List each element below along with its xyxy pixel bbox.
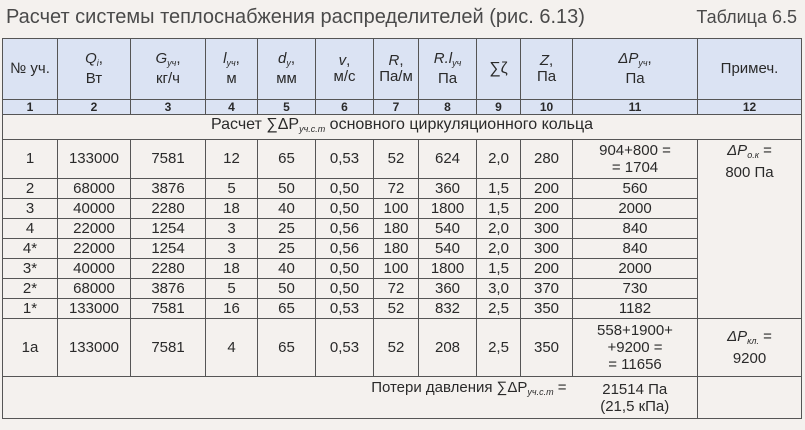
header-local-loss: Z, Па [521,39,573,100]
cell-diameter: 25 [258,219,316,239]
col-number: 3 [131,100,206,115]
cell-flow-rate: 3876 [131,279,206,299]
cell-velocity: 0,56 [316,239,374,259]
cell-pressure-loss: 840 [573,239,698,259]
cell-velocity: 0,53 [316,319,374,377]
header-friction-loss: $R.l_{уч}$ Па [419,39,477,100]
cell-heat-load: 133000 [58,140,131,179]
cell-velocity: 0,50 [316,279,374,299]
col-number: 5 [258,100,316,115]
cell-section: 3 [3,199,58,219]
cell-heat-load: 22000 [58,239,131,259]
col-number: 1 [3,100,58,115]
cell-section: 1 [3,140,58,179]
table-row [3,319,802,377]
cell-local-resistance: 2,5 [477,319,521,377]
cell-heat-load: 68000 [58,279,131,299]
header-heat-load: $Q_i$, Вт [58,39,131,100]
header-velocity: v, м/с [316,39,374,100]
document-title: Расчет системы теплоснабжения распределителей (рис. 6.13) [6,6,585,28]
cell-diameter: 65 [258,140,316,179]
cell-flow-rate: 2280 [131,199,206,219]
header-note: Примеч. [698,39,802,100]
table-row [3,179,802,199]
cell-diameter: 40 [258,199,316,219]
cell-friction-loss: 360 [419,279,477,299]
header-length: $l_{уч}$, м [206,39,258,100]
cell-velocity: 0,50 [316,259,374,279]
cell-local-loss: 200 [521,259,573,279]
cell-note: $\Delta P_{о.к}$ = 800 Па [698,140,802,319]
table-row [3,279,802,299]
cell-pressure-loss: 730 [573,279,698,299]
header-specific-loss: R, Па/м [374,39,419,100]
cell-specific-loss: 52 [374,299,419,319]
cell-heat-load: 22000 [58,219,131,239]
section-heading: Расчет $\sum\Delta P_{уч.с.т}$ основного циркуляционного кольца [3,115,802,140]
cell-length: 5 [206,279,258,299]
cell-velocity: 0,53 [316,140,374,179]
col-number: 2 [58,100,131,115]
cell-heat-load: 40000 [58,199,131,219]
cell-flow-rate: 3876 [131,179,206,199]
cell-velocity: 0,50 [316,199,374,219]
cell-specific-loss: 72 [374,279,419,299]
cell-heat-load: 133000 [58,299,131,319]
cell-friction-loss: 360 [419,179,477,199]
cell-friction-loss: 832 [419,299,477,319]
table-row [3,199,802,219]
table-row [3,299,802,319]
col-number: 12 [698,100,802,115]
column-number-row [3,100,802,115]
cell-friction-loss: 540 [419,239,477,259]
cell-diameter: 50 [258,279,316,299]
cell-note: $\Delta P_{кл.}$ = 9200 [698,319,802,377]
cell-heat-load: 68000 [58,179,131,199]
cell-diameter: 40 [258,259,316,279]
calculation-table [2,38,802,419]
cell-local-resistance: 2,5 [477,299,521,319]
cell-local-resistance: 1,5 [477,179,521,199]
cell-local-resistance: 2,0 [477,219,521,239]
col-number: 9 [477,100,521,115]
cell-diameter: 50 [258,179,316,199]
cell-pressure-loss: 904+800 = = 1704 [573,140,698,179]
cell-length: 5 [206,179,258,199]
cell-flow-rate: 7581 [131,319,206,377]
cell-local-loss: 350 [521,299,573,319]
cell-velocity: 0,56 [316,219,374,239]
cell-section: 1а [3,319,58,377]
cell-length: 3 [206,239,258,259]
header-pressure-loss: $\Delta P_{уч}$, Па [573,39,698,100]
cell-local-loss: 300 [521,239,573,259]
cell-heat-load: 40000 [58,259,131,279]
cell-pressure-loss: 2000 [573,259,698,279]
header-diameter: $d_у$, мм [258,39,316,100]
cell-flow-rate: 7581 [131,140,206,179]
table-row [3,140,802,179]
cell-local-resistance: 1,5 [477,199,521,219]
cell-section: 4 [3,219,58,239]
col-number: 11 [573,100,698,115]
table-label: Таблица 6.5 [696,7,797,27]
table-row [3,239,802,259]
cell-pressure-loss: 2000 [573,199,698,219]
cell-length: 18 [206,199,258,219]
col-number: 6 [316,100,374,115]
cell-specific-loss: 180 [374,219,419,239]
cell-velocity: 0,53 [316,299,374,319]
section-heading-row [3,115,802,140]
cell-heat-load: 133000 [58,319,131,377]
cell-section: 1* [3,299,58,319]
cell-section: 3* [3,259,58,279]
header-flow-rate: $G_{уч}$, кг/ч [131,39,206,100]
cell-section: 2 [3,179,58,199]
cell-specific-loss: 52 [374,319,419,377]
cell-pressure-loss: 558+1900+ +9200 = = 11656 [573,319,698,377]
table-row [3,219,802,239]
cell-length: 16 [206,299,258,319]
cell-section: 2* [3,279,58,299]
cell-specific-loss: 72 [374,179,419,199]
total-label: Потери давления $\sum\Delta P_{уч.с.т}$ = [3,377,573,419]
cell-velocity: 0,50 [316,179,374,199]
total-row [3,377,802,419]
cell-local-loss: 300 [521,219,573,239]
total-value: 21514 Па (21,5 кПа) [573,377,698,419]
cell-local-loss: 350 [521,319,573,377]
cell-local-loss: 280 [521,140,573,179]
cell-section: 4* [3,239,58,259]
cell-length: 3 [206,219,258,239]
cell-friction-loss: 1800 [419,259,477,279]
cell-local-resistance: 2,0 [477,239,521,259]
cell-local-loss: 370 [521,279,573,299]
table-row [3,259,802,279]
cell-pressure-loss: 1182 [573,299,698,319]
cell-friction-loss: 1800 [419,199,477,219]
cell-specific-loss: 100 [374,199,419,219]
col-number: 10 [521,100,573,115]
col-number: 8 [419,100,477,115]
header-section-number: № уч. [3,39,58,100]
cell-friction-loss: 208 [419,319,477,377]
cell-local-resistance: 1,5 [477,259,521,279]
cell-flow-rate: 1254 [131,239,206,259]
cell-specific-loss: 180 [374,239,419,259]
cell-local-resistance: 2,0 [477,140,521,179]
header-local-resistance-sum: ∑ζ [477,39,521,100]
cell-diameter: 65 [258,319,316,377]
cell-local-resistance: 3,0 [477,279,521,299]
total-note-empty [698,377,802,419]
cell-flow-rate: 1254 [131,219,206,239]
cell-length: 12 [206,140,258,179]
cell-specific-loss: 100 [374,259,419,279]
cell-specific-loss: 52 [374,140,419,179]
col-number: 7 [374,100,419,115]
cell-pressure-loss: 560 [573,179,698,199]
header-row [3,39,802,100]
cell-length: 4 [206,319,258,377]
cell-local-loss: 200 [521,199,573,219]
cell-flow-rate: 7581 [131,299,206,319]
cell-local-loss: 200 [521,179,573,199]
cell-flow-rate: 2280 [131,259,206,279]
cell-diameter: 65 [258,299,316,319]
cell-friction-loss: 540 [419,219,477,239]
cell-pressure-loss: 840 [573,219,698,239]
cell-diameter: 25 [258,239,316,259]
cell-friction-loss: 624 [419,140,477,179]
cell-length: 18 [206,259,258,279]
col-number: 4 [206,100,258,115]
